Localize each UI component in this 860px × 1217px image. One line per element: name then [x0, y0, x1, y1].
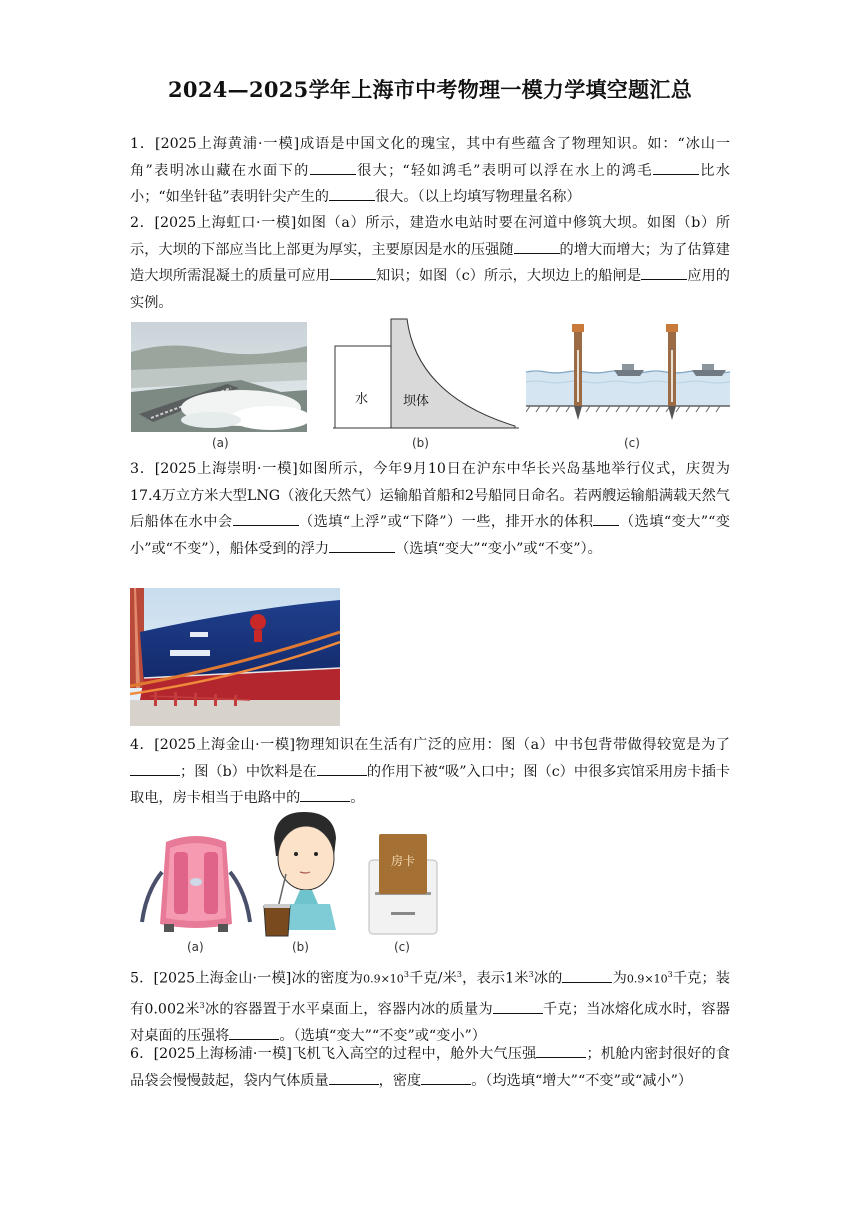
question-1: [130, 131, 730, 211]
exponent: 3: [199, 1001, 205, 1011]
density-value: 0.9×10: [363, 972, 404, 986]
question-text: 知识；如图（c）所示，大坝边上的船闸是: [375, 268, 642, 284]
question-5: [130, 962, 730, 1050]
question-text: 冰的密度为: [291, 970, 364, 987]
answer-blank[interactable]: [653, 159, 699, 175]
answer-blank[interactable]: [536, 1042, 586, 1058]
water-label: 水: [355, 392, 369, 407]
question-4: [130, 732, 730, 812]
question-text: 为: [612, 970, 627, 987]
question-3: [130, 456, 730, 562]
question-number: 4．: [130, 737, 155, 753]
question-text: （选填“上浮”或“下降”）一些，排开水的体积: [298, 514, 594, 530]
answer-blank[interactable]: [317, 760, 367, 776]
room-card-slot-picture: [365, 830, 441, 938]
question-source: [2025上海金山·一模]: [153, 970, 292, 987]
question-number: 1．: [130, 136, 156, 152]
figure-caption: (c): [394, 940, 410, 954]
room-card-label: 房卡: [391, 854, 416, 868]
exponent: 3: [528, 970, 534, 979]
answer-blank[interactable]: [421, 1069, 471, 1085]
question-text: 冰的: [533, 970, 563, 987]
dam-photo: [131, 322, 307, 432]
question-text: （选填“变大”“变小”或“不变”），船体受到的浮力: [130, 514, 730, 557]
answer-blank[interactable]: [300, 786, 350, 802]
question-source: [2025上海虹口·一模]: [154, 215, 297, 231]
answer-blank[interactable]: [593, 510, 619, 526]
question-text: 冰的容器置于水平桌面上，容器内冰的质量为: [204, 1001, 493, 1018]
question-text: 很大。（以上均填写物理量名称）: [374, 189, 581, 205]
density-value: 0.9×10: [626, 972, 668, 986]
exponent: 3: [667, 970, 673, 979]
question-number: 2．: [130, 215, 155, 231]
question-source: [2025上海杨浦·一模]: [153, 1046, 292, 1062]
question-text: 的作用下被“吸”入口中；图（c）中很多宾馆采用房卡插卡取电，房卡相当于电路中的: [130, 763, 730, 806]
dam-body-label: 坝体: [403, 394, 430, 409]
answer-blank[interactable]: [329, 537, 395, 553]
answer-blank[interactable]: [229, 1024, 279, 1040]
question-text: 比水小；“如坐针毡”表明针尖产生的: [130, 162, 730, 205]
question-source: [2025上海黄浦·一模]: [155, 136, 300, 152]
figure-caption: (b): [412, 436, 429, 450]
boy-drinking-picture: [260, 808, 344, 938]
question-number: 3．: [130, 461, 155, 477]
question-text: 如图（a）所示，建造水电站时要在河道中修筑大坝。如图（b）所示，大坝的下部应当比上部更为厚实，主要原因是水的压强随: [130, 215, 731, 258]
dam-cross-section-diagram: [333, 316, 519, 430]
question-text: 成语是中国文化的瑰宝，其中有些蕴含了物理知识。如：“冰山一角”表明冰山藏在水面下的: [130, 136, 731, 179]
question-text: 如图所示，今年9月10日在沪东中华长兴岛基地举行仪式，庆贺为17.4万立方米大型LNG（液化天然气）运输船首船和2号船同日命名。若两艘运输船满载天然气后船体在水中会: [130, 461, 730, 530]
exponent: 3: [403, 970, 409, 979]
question-text: （选填“变大”“变小”或“不变”）。: [395, 540, 602, 557]
answer-blank[interactable]: [562, 967, 612, 983]
question-text: 。（选填“变大”“不变”或“变小”）: [279, 1028, 486, 1045]
lng-ship-photo: [130, 588, 340, 726]
question-text: 。（均选填“增大”“不变”或“减小”）: [471, 1072, 693, 1089]
question-text: 千克；装有0.002米: [130, 970, 730, 1018]
question-text: 。: [350, 790, 365, 806]
answer-blank[interactable]: [641, 264, 687, 280]
question-source: [2025上海金山·一模]: [154, 737, 296, 753]
question-text: 应用的实例。: [130, 268, 730, 311]
figure-caption: (a): [212, 436, 229, 450]
answer-blank[interactable]: [130, 760, 180, 776]
answer-blank[interactable]: [330, 264, 376, 280]
answer-blank[interactable]: [310, 159, 356, 175]
question-text: 飞机飞入高空的过程中，舱外大气压强: [291, 1046, 537, 1062]
unit: 千克/米: [408, 970, 457, 987]
figure-caption: (b): [292, 940, 309, 954]
answer-blank[interactable]: [329, 185, 375, 201]
page-title: 2024—2025学年上海市中考物理一模力学填空题汇总: [168, 77, 692, 102]
exponent: 3: [456, 970, 462, 979]
answer-blank[interactable]: [233, 510, 299, 526]
question-text: 物理知识在生活有广泛的应用：图（a）中书包背带做得较宽是为了: [295, 737, 730, 753]
figure-caption: (a): [187, 940, 204, 954]
question-number: 5．: [130, 970, 154, 987]
figure-caption: (c): [624, 436, 640, 450]
school-bag-picture: [136, 832, 256, 936]
question-2: [130, 210, 730, 316]
answer-blank[interactable]: [329, 1069, 379, 1085]
question-number: 6．: [130, 1046, 154, 1062]
question-text: ，密度: [378, 1072, 422, 1089]
question-text: 很大；“轻如鸿毛”表明可以浮在水上的鸿毛: [355, 162, 653, 179]
question-text: ，表示1米: [462, 970, 529, 987]
answer-blank[interactable]: [514, 238, 560, 254]
ship-lock-diagram: [526, 320, 730, 432]
question-text: ；图（b）中饮料是在: [180, 763, 317, 780]
question-text: 的增大而增大；为了估算建造大坝所需混凝土的质量可应用: [130, 241, 730, 284]
question-source: [2025上海崇明·一模]: [154, 461, 298, 477]
answer-blank[interactable]: [493, 998, 543, 1014]
question-text: 千克；当冰熔化成水时，容器对桌面的压强将: [130, 1001, 730, 1045]
question-6: [130, 1041, 730, 1094]
question-text: ；机舱内密封很好的食品袋会慢慢鼓起，袋内气体质量: [130, 1046, 731, 1089]
